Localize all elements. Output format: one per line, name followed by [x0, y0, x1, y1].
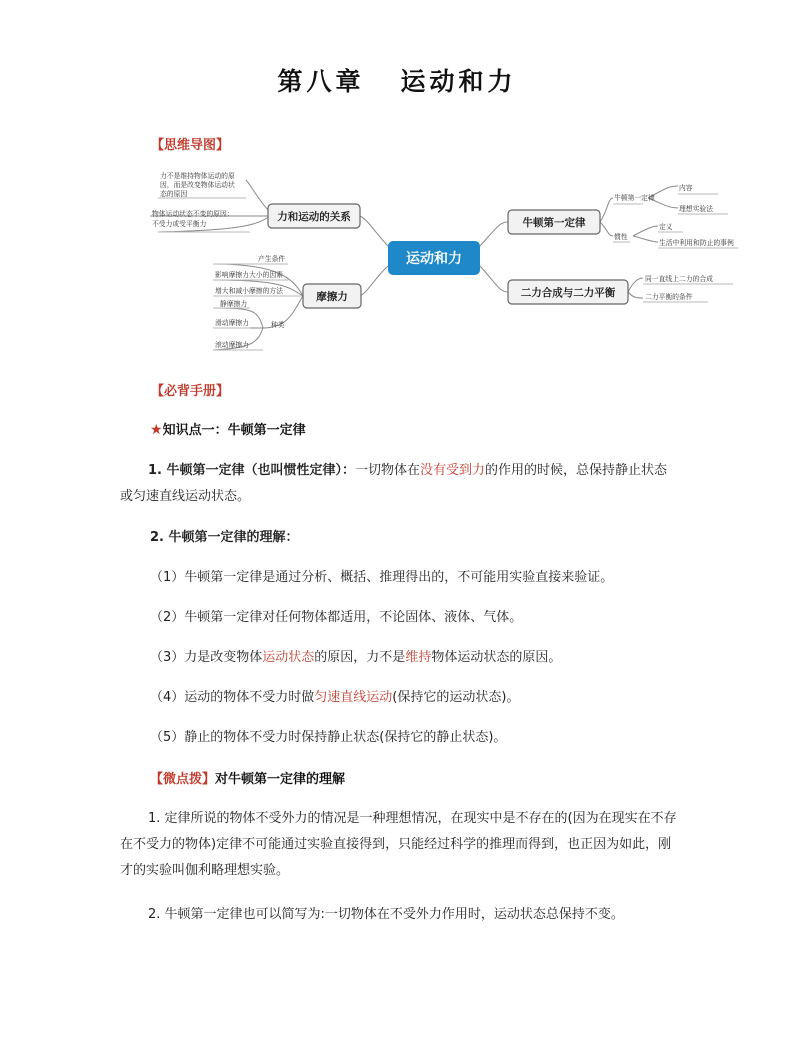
knowledge-point-heading: ★知识点一：牛顿第一定律 — [150, 422, 306, 438]
mindmap-heading: 【思维导图】 — [151, 138, 230, 153]
knowledge-item-3: （3）力是改变物体运动状态的原因，力不是维持物体运动状态的原因。 — [150, 650, 562, 665]
knowledge-paragraph-1: 1. 牛顿第一定律（也叫惯性定律）：一切物体在没有受到力的作用的时候，总保持静止状态或匀速直线运动状态。 — [120, 463, 668, 504]
mindmap-leaf-6: 静摩擦力 — [220, 300, 248, 308]
mindmap-leaf-10: 理想实验法 — [679, 205, 713, 213]
knowledge-item-2: （2）牛顿第一定律对任何物体都适用，不论固体、液体、气体。 — [150, 610, 523, 625]
highlight-no-force: 没有受到力 — [420, 463, 486, 478]
knowledge-paragraph-2-head: 2. 牛顿第一定律的理解： — [150, 530, 299, 545]
mindmap-leaf-4: 影响摩擦力大小的因素 — [215, 271, 283, 279]
mindmap-branch-newton: 牛顿第一定律 — [522, 217, 586, 229]
mindmap-sub-inertia: 惯性 — [614, 233, 628, 241]
tip-heading: 【微点拨】对牛顿第一定律的理解 — [150, 772, 346, 787]
mindmap-leaf-11: 定义 — [659, 223, 673, 231]
mindmap-leaf-14: 二力平衡的条件 — [645, 293, 693, 301]
mindmap-branch-friction: 摩擦力 — [316, 291, 348, 303]
tip-paragraph-1: 1. 定律所说的物体不受外力的情况是一种理想情况，在现实中是不存在的(因为在现实在不存在不受力的物体)定律不可能通过实验直接得到，只能经过科学的推理而得到，也正因为如此，刚才的实验叫伽利略理想实验。 — [120, 811, 677, 878]
mindmap-leaf-13: 同一直线上二力的合成 — [645, 275, 713, 283]
knowledge-item-5: （5）静止的物体不受力时保持静止状态(保持它的静止状态)。 — [150, 730, 507, 745]
mindmap-sub-kinds: 种类 — [271, 321, 285, 329]
mindmap-leaf-1: 力不是维持物体运动的原 — [160, 172, 235, 180]
title-topic: 运动和力 — [400, 67, 517, 96]
mindmap-leaf-9: 内容 — [679, 184, 693, 192]
mindmap-sub-newton: 牛顿第一定律 — [614, 194, 655, 202]
svg-text:力不是维持物体运动的原 因，而是改变物体运动状: 力不是维持物体运动的原 因，而是改变物体运动状 态的原因 物体运动状态不变的原因： 不受力或受平衡力 产生条件 影响摩擦力大小的因素 增大和减小摩擦的方法 静摩擦力 滑动摩擦力 滚动摩擦力 种类 牛顿第一定律 内容 理想实验法 惯性 定义 生活中利用和防止的事例 同一直线上二力的合成 二力平衡的条件 — [152, 172, 734, 349]
page-title — [0, 62, 794, 98]
mindmap-branch-force-motion: 力和运动的关系 — [277, 211, 351, 223]
mindmap-leaf-3: 产生条件 — [258, 255, 286, 263]
title-chapter: 第八章 — [277, 67, 365, 96]
mindmap-leaf-8: 滚动摩擦力 — [215, 341, 249, 349]
mindmap-leaf-5: 增大和减小摩擦的方法 — [215, 287, 283, 295]
mindmap-center: 运动和力 — [406, 251, 462, 267]
tip-paragraph-2: 2. 牛顿第一定律也可以简写为:一切物体在不受外力作用时，运动状态总保持不变。 — [148, 907, 624, 922]
mindmap-leaf-7: 滑动摩擦力 — [215, 319, 249, 327]
mindmap-leaf-12: 生活中利用和防止的事例 — [659, 239, 734, 247]
knowledge-item-4: （4）运动的物体不受力时做匀速直线运动(保持它的运动状态)。 — [150, 690, 520, 705]
star-icon: ★ — [150, 422, 163, 438]
mindmap-leaf-2: 物体运动状态不变的原因： — [152, 210, 234, 218]
mind-map — [138, 160, 738, 360]
handbook-heading: 【必背手册】 — [151, 384, 230, 399]
knowledge-item-1: （1）牛顿第一定律是通过分析、概括、推理得出的，不可能用实验直接来验证。 — [150, 570, 614, 585]
mindmap-branch-resultant: 二力合成与二力平衡 — [520, 287, 616, 299]
